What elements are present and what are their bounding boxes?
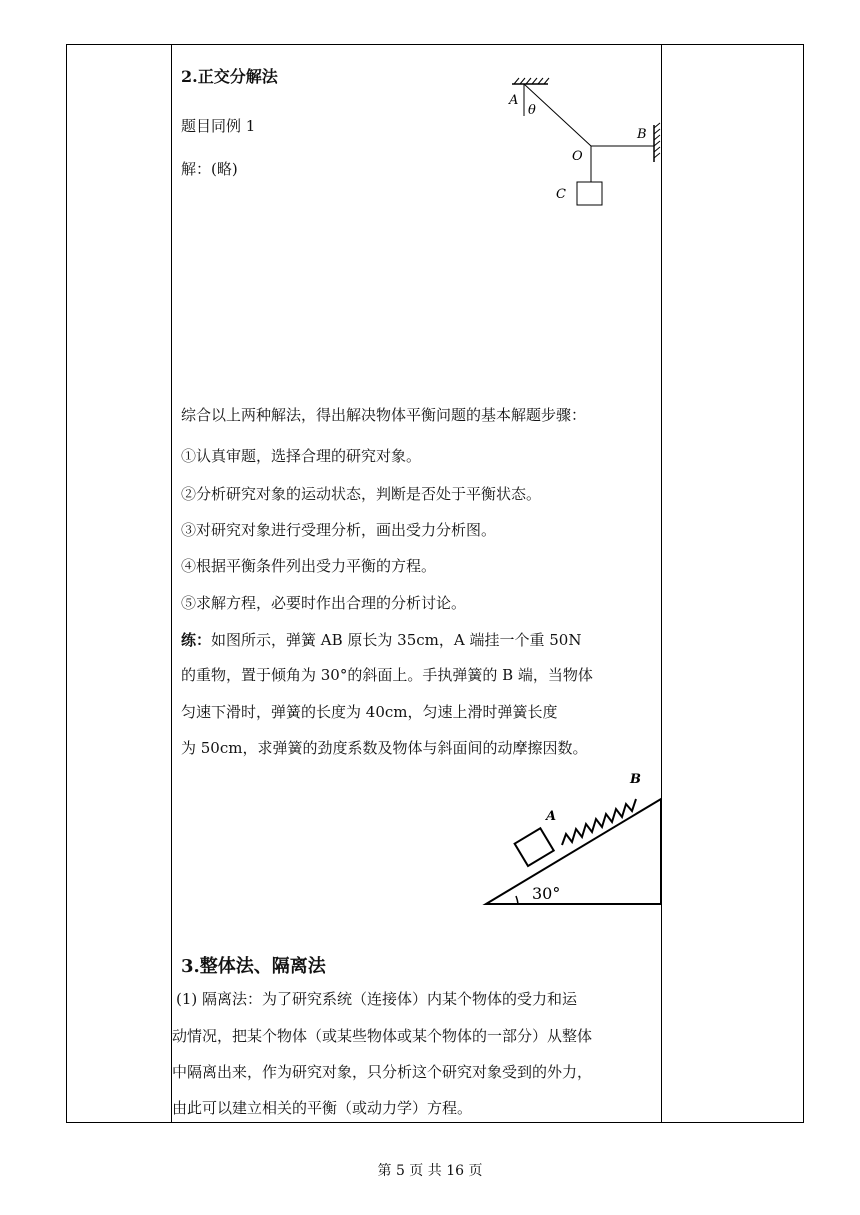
figure1-label-b: B [637,127,647,142]
figure1-label-c: C [556,187,566,202]
summary-step-2: ②分析研究对象的运动状态，判断是否处于平衡状态。 [181,485,542,503]
section-3-line-4: 由此可以建立相关的平衡（或动力学）方程。 [172,1099,473,1117]
section-3-line-2: 动情况，把某个物体（或某些物体或某个物体的一部分）从整体 [172,1027,593,1045]
summary-step-5: ⑤求解方程，必要时作出合理的分析讨论。 [181,594,467,612]
summary-step-4: ④根据平衡条件列出受力平衡的方程。 [181,557,437,575]
figure2-angle-label: 30° [532,884,561,903]
figure1-label-theta: θ [528,103,536,118]
section-3-line-1: (1) 隔离法：为了研究系统（连接体）内某个物体的受力和运 [176,990,578,1008]
summary-intro: 综合以上两种解法，得出解决物体平衡问题的基本解题步骤： [181,406,587,424]
force-diagram-figure [500,70,665,215]
figure1-label-a: A [509,93,519,108]
content-table [66,44,804,1123]
solution-text: 解：(略) [181,160,238,178]
summary-step-3: ③对研究对象进行受理分析，画出受力分析图。 [181,521,497,539]
figure1-label-o: O [572,149,583,164]
same-problem-text: 题目同例 1 [181,117,256,135]
page-number: 第 5 页 共 16 页 [377,1163,483,1179]
summary-step-1: ①认真审题，选择合理的研究对象。 [181,447,422,465]
figure2-label-a: A [546,809,557,824]
exercise-line-3: 匀速下滑时，弹簧的长度为 40cm，匀速上滑时弹簧长度 [181,703,558,721]
incline-spring-figure [480,765,670,910]
exercise-label: 练： [181,631,212,649]
exercise-line-2: 的重物，置于倾角为 30°的斜面上。手执弹簧的 B 端，当物体 [181,666,593,684]
figure2-label-b: B [630,772,641,787]
section-3-line-3: 中隔离出来，作为研究对象，只分析这个研究对象受到的外力， [172,1063,593,1081]
section-2-heading: 2.正交分解法 [181,67,278,86]
section-3-heading: 3.整体法、隔离法 [181,956,326,977]
exercise-text-1: 如图所示，弹簧 AB 原长为 35cm，A 端挂一个重 50N [211,631,582,649]
exercise-line-4: 为 50cm，求弹簧的劲度系数及物体与斜面间的动摩擦因数。 [181,739,588,757]
exercise-line-1 [181,630,581,650]
table-column-divider-left [171,45,172,1122]
